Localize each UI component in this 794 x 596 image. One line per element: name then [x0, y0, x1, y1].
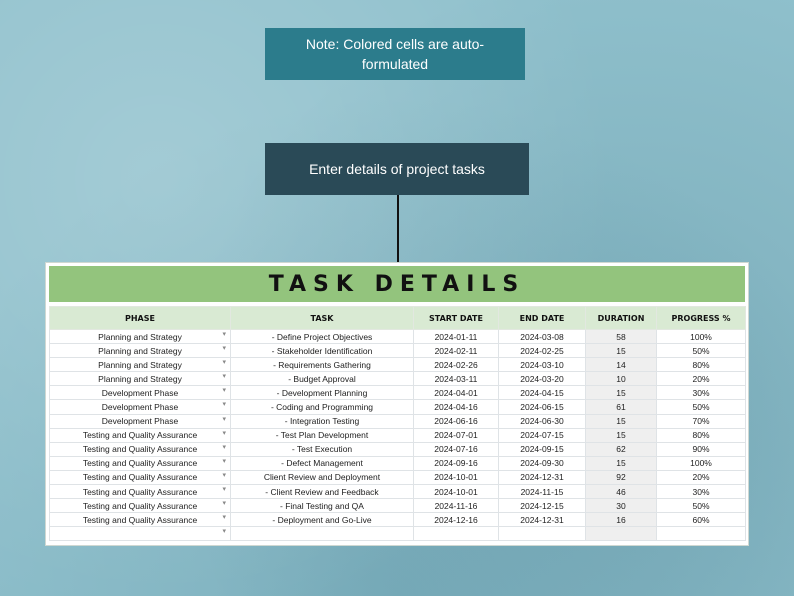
start-date-cell[interactable]: 2024-01-11	[414, 330, 499, 344]
table-row	[50, 513, 746, 527]
table-row	[50, 344, 746, 358]
phase-cell[interactable]	[50, 470, 231, 484]
end-date-cell[interactable]: 2024-06-15	[499, 400, 586, 414]
duration-cell: 15	[586, 456, 657, 470]
phase-value: Testing and Quality Assurance	[82, 472, 198, 483]
header-phase: PHASE	[50, 307, 231, 330]
phase-value: Development Phase	[101, 416, 179, 427]
empty-cell[interactable]	[657, 527, 746, 541]
start-date-cell[interactable]: 2024-02-26	[414, 358, 499, 372]
phase-cell[interactable]	[50, 414, 231, 428]
instruction-text: Enter details of project tasks	[309, 161, 485, 177]
task-cell[interactable]: - Development Planning	[231, 386, 414, 400]
note-text: Note: Colored cells are auto-formulated	[305, 36, 485, 72]
end-date-cell[interactable]: 2024-12-15	[499, 499, 586, 513]
phase-cell[interactable]	[50, 400, 231, 414]
table-row	[50, 358, 746, 372]
duration-cell: 15	[586, 428, 657, 442]
empty-cell[interactable]	[586, 527, 657, 541]
start-date-cell[interactable]: 2024-04-16	[414, 400, 499, 414]
header-start-date: START DATE	[414, 307, 499, 330]
duration-cell: 15	[586, 344, 657, 358]
progress-cell[interactable]: 20%	[657, 372, 746, 386]
end-date-cell[interactable]: 2024-02-25	[499, 344, 586, 358]
phase-cell[interactable]	[50, 358, 231, 372]
phase-value: Development Phase	[101, 402, 179, 413]
duration-cell: 58	[586, 330, 657, 344]
end-date-cell[interactable]: 2024-12-31	[499, 513, 586, 527]
task-cell[interactable]: - Final Testing and QA	[231, 499, 414, 513]
duration-cell: 14	[586, 358, 657, 372]
start-date-cell[interactable]: 2024-11-16	[414, 499, 499, 513]
phase-cell[interactable]	[50, 330, 231, 344]
task-cell[interactable]: - Defect Management	[231, 456, 414, 470]
dropdown-chevron-icon[interactable]: ▾	[222, 373, 226, 381]
phase-cell[interactable]	[50, 456, 231, 470]
table-row	[50, 485, 746, 499]
phase-cell[interactable]	[50, 372, 231, 386]
table-row	[50, 330, 746, 344]
progress-cell[interactable]: 100%	[657, 330, 746, 344]
header-end-date: END DATE	[499, 307, 586, 330]
task-cell[interactable]: - Test Plan Development	[231, 428, 414, 442]
phase-value: Development Phase	[101, 387, 179, 398]
end-date-cell[interactable]: 2024-04-15	[499, 386, 586, 400]
dropdown-chevron-icon[interactable]: ▾	[222, 429, 226, 437]
task-cell[interactable]: - Deployment and Go-Live	[231, 513, 414, 527]
sheet-title: TASK DETAILS	[49, 266, 745, 302]
phase-cell[interactable]	[50, 442, 231, 456]
end-date-cell[interactable]: 2024-06-30	[499, 414, 586, 428]
duration-cell: 15	[586, 414, 657, 428]
phase-cell[interactable]	[50, 485, 231, 499]
end-date-cell[interactable]: 2024-03-08	[499, 330, 586, 344]
task-cell[interactable]: - Coding and Programming	[231, 400, 414, 414]
progress-cell[interactable]: 30%	[657, 485, 746, 499]
table-row	[50, 442, 746, 456]
duration-cell: 62	[586, 442, 657, 456]
start-date-cell[interactable]: 2024-10-01	[414, 485, 499, 499]
dropdown-chevron-icon[interactable]: ▾	[222, 345, 226, 353]
progress-cell[interactable]: 20%	[657, 470, 746, 484]
table-row	[50, 386, 746, 400]
duration-cell: 30	[586, 499, 657, 513]
dropdown-chevron-icon[interactable]: ▾	[222, 486, 226, 494]
progress-cell[interactable]: 80%	[657, 428, 746, 442]
end-date-cell[interactable]: 2024-12-31	[499, 470, 586, 484]
dropdown-chevron-icon[interactable]: ▾	[222, 514, 226, 522]
task-cell[interactable]: - Requirements Gathering	[231, 358, 414, 372]
end-date-cell[interactable]: 2024-07-15	[499, 428, 586, 442]
start-date-cell[interactable]: 2024-09-16	[414, 456, 499, 470]
duration-cell: 16	[586, 513, 657, 527]
progress-cell[interactable]: 50%	[657, 499, 746, 513]
duration-cell: 46	[586, 485, 657, 499]
dropdown-chevron-icon[interactable]: ▾	[222, 401, 226, 409]
phase-value: Testing and Quality Assurance	[82, 444, 198, 455]
phase-value: Planning and Strategy	[98, 373, 182, 384]
progress-cell[interactable]: 50%	[657, 400, 746, 414]
table-header-row	[50, 307, 746, 330]
progress-cell[interactable]: 60%	[657, 513, 746, 527]
table-row	[50, 428, 746, 442]
progress-cell[interactable]: 90%	[657, 442, 746, 456]
phase-cell[interactable]	[50, 527, 231, 541]
start-date-cell[interactable]: 2024-07-16	[414, 442, 499, 456]
duration-cell: 10	[586, 372, 657, 386]
phase-cell[interactable]	[50, 344, 231, 358]
task-table	[49, 306, 746, 541]
dropdown-chevron-icon[interactable]: ▾	[222, 387, 226, 395]
end-date-cell[interactable]: 2024-03-20	[499, 372, 586, 386]
empty-cell[interactable]	[499, 527, 586, 541]
dropdown-chevron-icon[interactable]: ▾	[222, 415, 226, 423]
table-row	[50, 400, 746, 414]
dropdown-chevron-icon[interactable]: ▾	[222, 443, 226, 451]
duration-cell: 92	[586, 470, 657, 484]
table-row	[50, 456, 746, 470]
phase-value: Planning and Strategy	[98, 331, 182, 342]
phase-value: Testing and Quality Assurance	[82, 486, 198, 497]
task-cell[interactable]: - Integration Testing	[231, 414, 414, 428]
phase-value: Testing and Quality Assurance	[82, 458, 198, 469]
dropdown-chevron-icon[interactable]: ▾	[222, 457, 226, 465]
instruction-banner	[265, 143, 529, 195]
empty-cell[interactable]	[231, 527, 414, 541]
empty-cell[interactable]	[414, 527, 499, 541]
phase-value: Testing and Quality Assurance	[82, 500, 198, 511]
empty-row	[50, 527, 746, 541]
phase-cell[interactable]	[50, 428, 231, 442]
start-date-cell[interactable]: 2024-02-11	[414, 344, 499, 358]
dropdown-chevron-icon[interactable]: ▾	[222, 359, 226, 367]
task-cell[interactable]: - Define Project Objectives	[231, 330, 414, 344]
duration-cell: 15	[586, 386, 657, 400]
phase-value: Planning and Strategy	[98, 345, 182, 356]
start-date-cell[interactable]: 2024-04-01	[414, 386, 499, 400]
phase-value: Testing and Quality Assurance	[82, 430, 198, 441]
dropdown-chevron-icon[interactable]: ▾	[222, 471, 226, 479]
task-cell[interactable]: Client Review and Deployment	[231, 470, 414, 484]
task-cell[interactable]: - Client Review and Feedback	[231, 485, 414, 499]
phase-value: Planning and Strategy	[98, 359, 182, 370]
table-row	[50, 470, 746, 484]
phase-cell[interactable]	[50, 499, 231, 513]
task-cell[interactable]: - Stakeholder Identification	[231, 344, 414, 358]
start-date-cell[interactable]: 2024-12-16	[414, 513, 499, 527]
dropdown-chevron-icon[interactable]: ▾	[222, 500, 226, 508]
end-date-cell[interactable]: 2024-09-30	[499, 456, 586, 470]
progress-cell[interactable]: 70%	[657, 414, 746, 428]
note-banner	[265, 28, 525, 80]
progress-cell[interactable]: 30%	[657, 386, 746, 400]
end-date-cell[interactable]: 2024-11-15	[499, 485, 586, 499]
task-cell[interactable]: - Budget Approval	[231, 372, 414, 386]
start-date-cell[interactable]: 2024-07-01	[414, 428, 499, 442]
header-task: TASK	[231, 307, 414, 330]
phase-value: Testing and Quality Assurance	[82, 514, 198, 525]
table-row	[50, 499, 746, 513]
table-row	[50, 372, 746, 386]
dropdown-chevron-icon[interactable]: ▾	[222, 331, 226, 338]
end-date-cell[interactable]: 2024-09-15	[499, 442, 586, 456]
header-progress: PROGRESS %	[657, 307, 746, 330]
task-cell[interactable]: - Test Execution	[231, 442, 414, 456]
progress-cell[interactable]: 80%	[657, 358, 746, 372]
progress-cell[interactable]: 100%	[657, 456, 746, 470]
dropdown-chevron-icon[interactable]: ▾	[222, 528, 226, 536]
start-date-cell[interactable]: 2024-03-11	[414, 372, 499, 386]
start-date-cell[interactable]: 2024-10-01	[414, 470, 499, 484]
duration-cell: 61	[586, 400, 657, 414]
header-duration: DURATION	[586, 307, 657, 330]
phase-cell[interactable]	[50, 513, 231, 527]
end-date-cell[interactable]: 2024-03-10	[499, 358, 586, 372]
start-date-cell[interactable]: 2024-06-16	[414, 414, 499, 428]
phase-cell[interactable]	[50, 386, 231, 400]
task-details-sheet	[45, 262, 749, 546]
table-row	[50, 414, 746, 428]
progress-cell[interactable]: 50%	[657, 344, 746, 358]
